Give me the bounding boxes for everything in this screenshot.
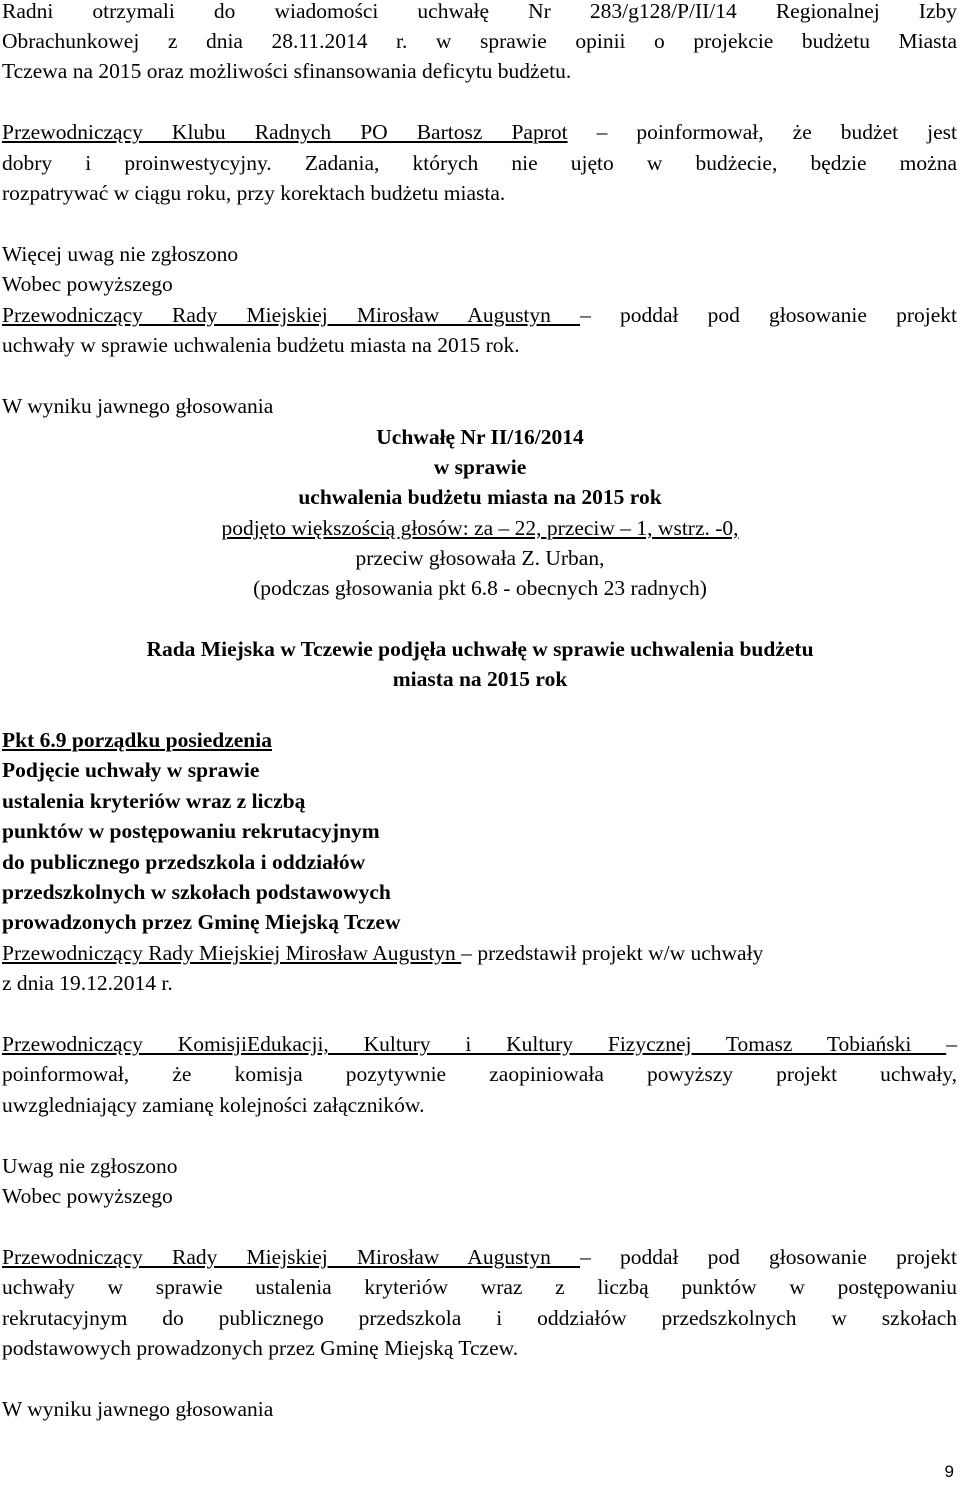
vote1-speaker: Przewodniczący Rady Miejskiej Mirosław Augustyn — [2, 303, 581, 327]
klub-line-1-rest: – poinformował, że budżet jest — [567, 120, 957, 144]
klub-line-2: dobry i proinwestycyjny. Zadania, których nie ujęto w budżecie, będzie można — [2, 151, 957, 175]
point69-title-line-1: Podjęcie uchwały w sprawie — [2, 758, 260, 782]
komisja-speaker: Przewodniczący KomisjiEdukacji, Kultury i Kultury Fizycznej Tomasz Tobiański — [2, 1032, 947, 1056]
vote2-line-2: uchwały w sprawie ustalenia kryteriów wraz z liczbą punktów w postępowaniu — [2, 1275, 957, 1299]
resolution1-regarding: w sprawie — [433, 455, 527, 479]
komisja-line-1 — [2, 1029, 957, 1059]
komisja-line-1-rest: – — [946, 1032, 957, 1056]
vote1-no-remarks: Więcej uwag nie zgłoszono — [2, 242, 239, 266]
point69-title-line-4: do publicznego przedszkola i oddziałów — [2, 850, 366, 874]
point69-title-line-2: ustalenia kryteriów wraz z liczbą — [2, 789, 306, 813]
vote2-line-3: rekrutacyjnym do publicznego przedszkola i oddziałów przedszkolnych w szkołach — [2, 1306, 957, 1330]
vote2-speaker: Przewodniczący Rady Miejskiej Mirosław Augustyn — [2, 1245, 581, 1269]
resolution1-summary-line-2: miasta na 2015 rok — [392, 667, 568, 691]
vote2-result-intro: W wyniku jawnego głosowania — [2, 1397, 274, 1421]
point69-heading: Pkt 6.9 porządku posiedzenia — [2, 728, 272, 752]
vote1-line-1-rest: – poddał pod głosowanie projekt — [580, 303, 958, 327]
vote1-line-1 — [2, 300, 957, 330]
resolution1-present: (podczas głosowania pkt 6.8 - obecnych 23 radnych) — [253, 576, 707, 600]
point69-line-1-rest: – przedstawił projekt w/w uchwały — [461, 941, 764, 965]
page-number: 9 — [944, 1462, 954, 1481]
resolution1-subject: uchwalenia budżetu miasta na 2015 rok — [298, 485, 662, 509]
rio-line-3: Tczewa na 2015 oraz możliwości sfinansowania deficytu budżetu. — [2, 59, 572, 83]
resolution1-number: Uchwałę Nr II/16/2014 — [376, 425, 584, 449]
rio-line-1: Radni otrzymali do wiadomości uchwałę Nr 283/g128/P/II/14 Regionalnej Izby — [2, 0, 957, 23]
klub-line-1 — [2, 117, 957, 147]
vote1-therefore: Wobec powyższego — [2, 272, 173, 296]
komisja-line-2: poinformował, że komisja pozytywnie zaopiniowała powyższy projekt uchwały, — [2, 1062, 957, 1086]
komisja-line-3: uwzgledniający zamianę kolejności załączników. — [2, 1093, 425, 1117]
point69-title-line-6: prowadzonych przez Gminę Miejską Tczew — [2, 910, 401, 934]
point69-title-line-3: punktów w postępowaniu rekrutacyjnym — [2, 819, 380, 843]
klub-speaker: Przewodniczący Klubu Radnych PO Bartosz Paprot — [2, 120, 568, 144]
vote2-no-remarks: Uwag nie zgłoszono — [2, 1154, 178, 1178]
point69-title-line-5: przedszkolnych w szkołach podstawowych — [2, 880, 391, 904]
resolution1-summary-line-1: Rada Miejska w Tczewie podjęła uchwałę w sprawie uchwalenia budżetu — [146, 637, 814, 661]
vote2-line-1 — [2, 1242, 957, 1272]
vote2-line-1-rest: – poddał pod głosowanie projekt — [580, 1245, 958, 1269]
point69-line-2: z dnia 19.12.2014 r. — [2, 971, 173, 995]
resolution1-votes: podjęto większością głosów: za – 22, przeciw – 1, wstrz. -0, — [221, 516, 739, 540]
rio-line-2: Obrachunkowej z dnia 28.11.2014 r. w sprawie opinii o projekcie budżetu Miasta — [2, 29, 957, 53]
vote1-line-2: uchwały w sprawie uchwalenia budżetu miasta na 2015 rok. — [2, 333, 520, 357]
klub-line-3: rozpatrywać w ciągu roku, przy korektach budżetu miasta. — [2, 181, 506, 205]
point69-speaker: Przewodniczący Rady Miejskiej Mirosław Augustyn — [2, 941, 462, 965]
vote2-line-4: podstawowych prowadzonych przez Gminę Miejską Tczew. — [2, 1336, 519, 1360]
vote1-result-intro: W wyniku jawnego głosowania — [2, 394, 274, 418]
resolution1-against: przeciw głosowała Z. Urban, — [355, 546, 605, 570]
vote2-therefore: Wobec powyższego — [2, 1184, 173, 1208]
point69-line-1 — [2, 938, 957, 968]
